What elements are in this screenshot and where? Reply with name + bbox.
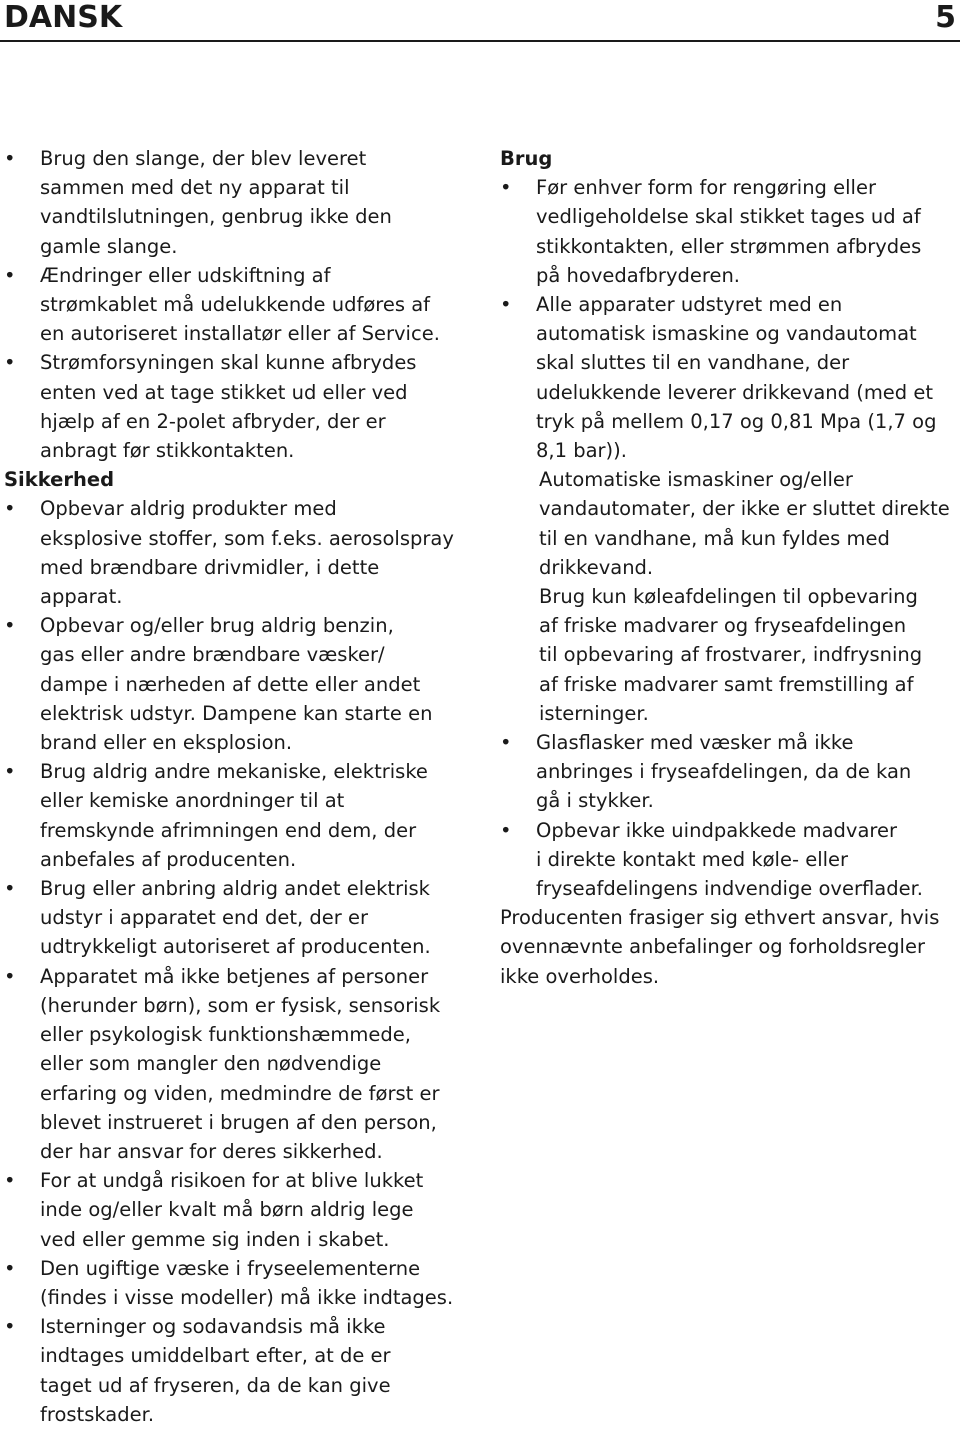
bullet-icon: • [500, 818, 512, 842]
list-item [4, 1312, 472, 1429]
list-item [4, 874, 472, 962]
list-item [500, 290, 956, 465]
language-label: DANSK [4, 0, 123, 35]
bullet-icon: • [4, 497, 16, 521]
list-item-text: Før enhver form for rengøring eller vedligeholdelse skal stikket tages ud af stikkontakten, eller strømmen afbrydes på hovedafbryderen. [536, 176, 922, 287]
bullet-list-general [4, 144, 472, 465]
section-heading-safety: Sikkerhed [4, 468, 115, 492]
list-item [4, 611, 472, 757]
list-item-text: Opbevar aldrig produkter med eksplosive stoffer, som f.eks. aerosolspray med brændbare drivmidler, i dette apparat. [40, 497, 454, 609]
bullet-icon: • [4, 1169, 16, 1193]
list-item [4, 1166, 472, 1254]
list-item-text: Apparatet må ikke betjenes af personer (herunder børn), som er fysisk, sensorisk eller psykologisk funktionshæmmede, eller som mangler den nødvendige erfaring og viden, medmindre de først er blevet instrueret i brugen af den person, der har ansvar for deres sikkerhed. [40, 964, 441, 1163]
list-item-text: Glasflasker med væsker må ikke anbringes i fryseafdelingen, da de kan gå i stykker. [536, 731, 912, 813]
list-item-text: Opbevar og/eller brug aldrig benzin, gas eller andre brændbare væsker/ dampe i nærheden af dette eller andet elektrisk udstyr. Dampene kan starte en brand eller en eksplosion. [40, 614, 433, 755]
list-item-text: Brug eller anbring aldrig andet elektrisk udstyr i apparatet end det, der er udtrykkeligt autoriseret af producenten. [40, 877, 431, 959]
page-header [0, 0, 960, 42]
list-item [4, 1254, 472, 1312]
bullet-icon: • [4, 964, 16, 988]
bullet-list-safety [4, 494, 472, 1429]
list-item-continuation: Automatiske ismaskiner og/eller vandautomater, der ikke er sluttet direkte til en vandhane, må kun fyldes med drikkevand. [539, 468, 950, 579]
list-item-text: Brug aldrig andre mekaniske, elektriske eller kemiske anordninger til at fremskynde afrimningen end dem, der anbefales af producenten. [40, 760, 428, 871]
bullet-icon: • [4, 1256, 16, 1280]
list-item-text: Opbevar ikke uindpakkede madvarer i direkte kontakt med køle- eller fryseafdelingens indvendige overflader. [536, 818, 923, 901]
list-item-text: Isterninger og sodavandsis må ikke indtages umiddelbart efter, at de er taget ud af fryseren, da de kan give frostskader. [40, 1315, 391, 1426]
list-item [500, 728, 956, 816]
list-item [4, 962, 472, 1166]
bullet-icon: • [500, 176, 512, 200]
list-item [4, 494, 472, 611]
list-item [4, 261, 472, 349]
bullet-icon: • [500, 293, 512, 317]
bullet-icon: • [4, 614, 16, 638]
list-item-continuation: Brug kun køleafdelingen til opbevaring af friske madvarer og fryseafdelingen til opbevaring af frostvarer, indfrysning af friske madvarer samt fremstilling af isterninger. [539, 585, 923, 725]
list-item-text: Ændringer eller udskiftning af strømkablet må udelukkende udføres af en autoriseret installatør eller af Service. [40, 263, 440, 346]
left-column [4, 144, 472, 1429]
list-item-text: For at undgå risikoen for at blive lukket inde og/eller kvalt må børn aldrig lege ved eller gemme sig inden i skabet. [40, 1169, 424, 1251]
bullet-list-use [500, 173, 956, 465]
bullet-list-use-2 [500, 728, 956, 903]
bullet-icon: • [4, 877, 16, 901]
bullet-icon: • [4, 263, 16, 287]
bullet-icon: • [4, 1315, 16, 1339]
list-item-text: Strømforsyningen skal kunne afbrydes enten ved at tage stikket ud eller ved hjælp af en 2-polet afbryder, der er anbragt før stikkontakten. [40, 351, 417, 463]
disclaimer-paragraph: Producenten frasiger sig ethvert ansvar, hvis ovennævnte anbefalinger og forholdsregler ikke overholdes. [500, 906, 940, 988]
right-column [500, 144, 956, 991]
list-item [4, 348, 472, 465]
list-item-text: Alle apparater udstyret med en automatisk ismaskine og vandautomat skal sluttes til en vandhane, der udelukkende leverer drikkevand (med et tryk på mellem 0,17 og 0,81 Mpa (1,7 og 8,1 bar)). [536, 293, 937, 463]
list-item [500, 173, 956, 290]
section-heading-use: Brug [500, 147, 553, 170]
bullet-icon: • [4, 351, 16, 375]
bullet-icon: • [4, 147, 16, 170]
list-item [4, 144, 472, 261]
list-item-text: Den ugiftige væske i fryseelementerne (findes i visse modeller) må ikke indtages. [40, 1256, 454, 1309]
bullet-icon: • [4, 760, 16, 784]
list-item [500, 816, 956, 904]
bullet-icon: • [500, 731, 512, 755]
page-number: 5 [935, 0, 956, 35]
list-item [4, 757, 472, 874]
list-item-text: Brug den slange, der blev leveret sammen med det ny apparat til vandtilslutningen, genbrug ikke den gamle slange. [40, 147, 392, 258]
